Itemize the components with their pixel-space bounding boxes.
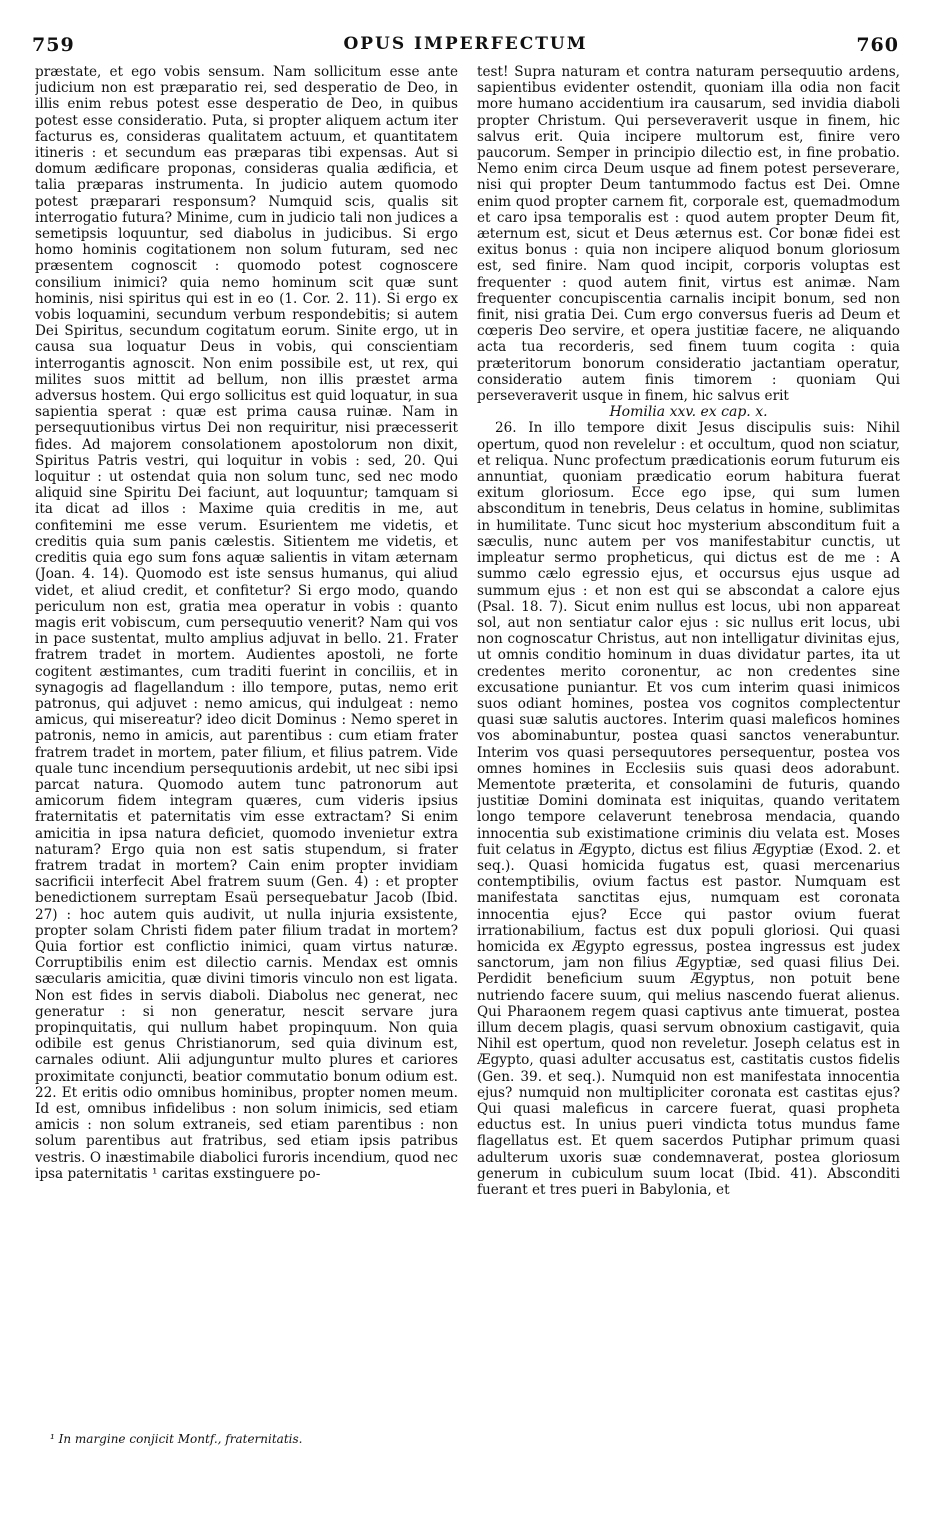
left-column-text: præstate, et ego vobis sensum. Nam sollicitum esse ante judicium non est præparatio rei, sed desperatio de Deo, in illis enim rebus potest esse desperatio de Deo, in quibus potest esse consideratio. Puta, si propter aliquem actum iter facturus es, consideras qualitatem actuum, et quantitatem itineris : et secundum eas præparas tibi expensas. Aut si domum ædificare proponas, consideras qualia ædificia, et talia præparas instrumenta. In judicio autem quomodo potest præparari responsum? Numquid scis, qualis sit interrogatio futura? Minime, cum in judicio tali non judices a semetipsis loquuntur, sed diabolus in judicibus. Si ergo homo hominis cogitationem non solum futuram, sed nec præsentem cognoscit : quomodo potest cognoscere consilium inimici? quia nemo hominum scit quæ sunt hominis, nisi spiritus qui est in eo (1. Cor. 2. 11). Si ergo ex vobis loquamini, secundum verbum respondebitis; si autem Dei Spiritus, secundum cogitatum eorum. Sinite ergo, ut in causa sua loquatur Deus in vobis, qui conscientiam interrogantis agnoscit. Non enim possibile est, ut rex, qui milites suos mittit ad bellum, non illis præstet arma adversus hostem. Qui ergo sollicitus est quid loquatur, in sua sapientia sperat : quæ est prima causa ruinæ. Nam in persequutionibus virtus Dei non requiritur, nisi præcesserit fides. Ad majorem consolationem apostolorum non dixit, Spiritus Patris vestri, qui loquitur in vobis : sed, 20. Qui loquitur : ut ostendat quia non solum tunc, sed nec modo aliquid sine Spiritu Dei faciunt, aut loquuntur; tamquam si ita dicat ad illos : Maxime quia creditis in me, aut confitemini me esse verum. Esurientem me videtis, et creditis quia sum panis cælestis. Sitientem me videtis, et creditis quia ego sum fons aquæ salientis in vitam æternam (Joan. 4. 14). Quomodo est iste sensus humanus, qui aliud videt, et aliud credit, et confitetur? Si ergo modo, quando periculum non est, gratia mea operatur in vobis : quanto magis erit vobiscum, cum persequutio venerit? Nam qui vos in pace sustentat, multo amplius adjuvat in bello. 21. Frater fratrem tradet in mortem. Audientes apostoli, ne forte cogitent æstimantes, cum traditi fuerint in conciliis, et in synagogis ad flagellandum : illo tempore, putas, nemo erit patronus, qui adjuvet : nemo amicus, qui indulgeat : nemo amicus, qui misereatur? ideo dicit Dominus : Nemo speret in patronis, nemo in amicis, aut parentibus : cum etiam frater fratrem tradet in mortem, pater filium, et filius patrem. Vide quale tunc incendium persequutionis ardebit, ut nec sibi ipsi parcat natura. Quomodo autem tunc patronorum aut amicorum fidem integram quæres, cum videris ipsius fraternitatis et paternitatis vim esse extractam? Si enim amicitia in ipsa natura deficiet, quomodo invenietur extra naturam? Ergo quia non est satis stupendum, si frater fratrem tradat in mortem? Cain enim propter invidiam sacrificii interfecit Abel fratrem suum (Gen. 4) : et propter benedictionem surreptam Esaü persequebatur Jacob (Ibid. 27) : hoc autem quis audivit, ut nulla injuria exsistente, propter solam Christi fidem pater filium tradat in mortem? Quia fortior est conflictio inimici, quam virtus naturæ. Corruptibilis enim est dilectio carnis. Mendax est omnis sæcularis amicitia, quæ divini timoris vinculo non est ligata. Non est fides in servis diaboli. Diabolus nec generat, nec generatur : si non generatur, nescit servare jura propinquitatis, qui nullum habet propinquum. Non quia odibile est genus Christianorum, sed quia divinum est, carnales odiunt. Alii adjunguntur multo plures et cariores proximitate conjuncti, beatior commutatio bonum odium est. 22. Et eritis odio omnibus hominibus, propter nomen meum. Id est, omnibus infidelibus : non solum inimicis, sed etiam amicis : non solum extraneis, sed etiam parentibus : non solum parentibus aut fratribus, sed etiam ipsis patribus vestris. O inæstimabile diabolici furoris incendium, quod nec ipsa paternitatis ¹ caritas exstinguere po- [35,64,458,1182]
left-column [35,64,458,1514]
page-header [30,34,901,62]
running-title: OPUS IMPERFECTUM [343,34,588,54]
page-number-right: 760 [856,34,899,56]
right-column-text-1: test! Supra naturam et contra naturam persequutio ardens, sapientibus evidenter ostendit, quoniam illa odia non facit more humano accidentium ira causarum, sed invidia diaboli propter Christum. Qui perseveraverit usque in finem, hic salvus erit. Quia incipere multorum est, finire vero paucorum. Semper in principio dilectio est, in fine probatio. Nemo enim circa Deum usque ad finem potest perseverare, nisi qui propter Deum tantummodo factus est Dei. Omne enim quod propter carnem fit, corporale est, quemadmodum et caro ipsa temporalis est : quod autem propter Deum fit, æternum est, sicut et Deus æternus est. Cor bonæ fidei est exitus bonus : quia non incipere aliquod bonum gloriosum est, sed finire. Nam quod incipit, corporis voluptas est frequenter : quod autem finit, virtus est animæ. Nam frequenter concupiscentia carnalis incipit bonum, sed non finit, nisi gratia Dei. Cum ergo conversus fueris ad Deum et cœperis Deo servire, et opera justitiæ facere, ne aliquando acta tua recorderis, sed finem tuum cogita : quia præteritorum bonorum consideratio jactantiam operatur, consideratio autem finis timorem : quoniam Qui perseveraverit usque in finem, hic salvus erit [477,64,900,405]
homily-heading: Homilia xxv. ex cap. x. [609,404,768,421]
right-column [477,64,900,1514]
right-column-text-2: 26. In illo tempore dixit Jesus discipulis suis: Nihil opertum, quod non revelelur : et occultum, quod non sciatur, et reliqua. Nunc profectum prædicationis eorum futurum eis annuntiat, quoniam prædicatio eorum habitura fuerat exitum gloriosum. Ecce ego ipse, qui sum lumen absconditum in tenebris, Deus celatus in homine, sublimitas in humilitate. Tunc sicut hoc mysterium absconditum fuit a sæculis, nunc autem per vos manifestabitur cunctis, ut impleatur sermo propheticus, qui dictus est de me : A summo cælo egressio ejus, et occursus ejus usque ad summum ejus : et non est qui se abscondat a calore ejus (Psal. 18. 7). Sicut enim nullus est locus, ubi non appareat sol, aut non sentiatur calor ejus : sic nullus erit locus, ubi non cognoscatur Christus, aut non intelligatur divinitas ejus, ut omnis conditio hominum in duas dividatur partes, ita ut credentes merito coronentur, ac non credentes sine excusatione puniantur. Et vos cum interim quasi inimicos suos odiant homines, postea vos cognitos complectentur quasi suæ salutis auctores. Interim quasi maleficos homines vos abominabuntur, postea quasi sanctos venerabuntur. Interim vos quasi persequutores persequentur, postea vos omnes homines in Ecclesiis suis quasi deos adorabunt. Mementote præterita, et consolamini de futuris, quando justitiæ Domini dominata est iniquitas, quando veritatem longo tempore celaverunt tenebrosa mendacia, quando innocentia sub existimatione criminis diu velata est. Moses fuit celatus in Ægypto, dictus est filius Ægyptiæ (Exod. 2. et seq.). Quasi homicida fugatus est, quasi mercenarius contemptibilis, ovium factus est pastor. Numquam est manifestata sanctitas ejus, numquam est coronata innocentia ejus? Ecce qui pastor ovium fuerat irrationabilium, factus est dux populi gloriosi. Qui quasi homicida ex Ægypto egressus, postea ingressus est judex sanctorum, jam non filius Ægyptiæ, sed quasi filius Dei. Perdidit beneficium suum Ægyptus, non potuit bene nutriendo facere suum, qui melius nascendo fuerat alienus. Qui Pharaonem regem quasi captivus ante timuerat, postea illum decem plagis, quasi servum obnoxium castigavit, quia Nihil est opertum, quod non reveletur. Joseph celatus est in Ægypto, quasi adulter accusatus est, castitatis custos fidelis (Gen. 39. et seq.). Numquid non est manifestata innocentia ejus? numquid non multipliciter coronata est castitas ejus? Qui quasi maleficus in carcere fuerat, quasi propheta eductus est. In unius pueri vindicta totus mundus fame flagellatus est. Et quem sacerdos Putiphar primum quasi adulterum uxoris suæ condemnaverat, postea gloriosum generum in cubiculum suum locat (Ibid. 41). Absconditi fuerant et tres pueri in Babylonia, et [477,420,900,1199]
page-number-left: 759 [32,34,75,56]
footnote: ¹ In margine conjicit Montf., fraternitatis. [50,1432,303,1446]
